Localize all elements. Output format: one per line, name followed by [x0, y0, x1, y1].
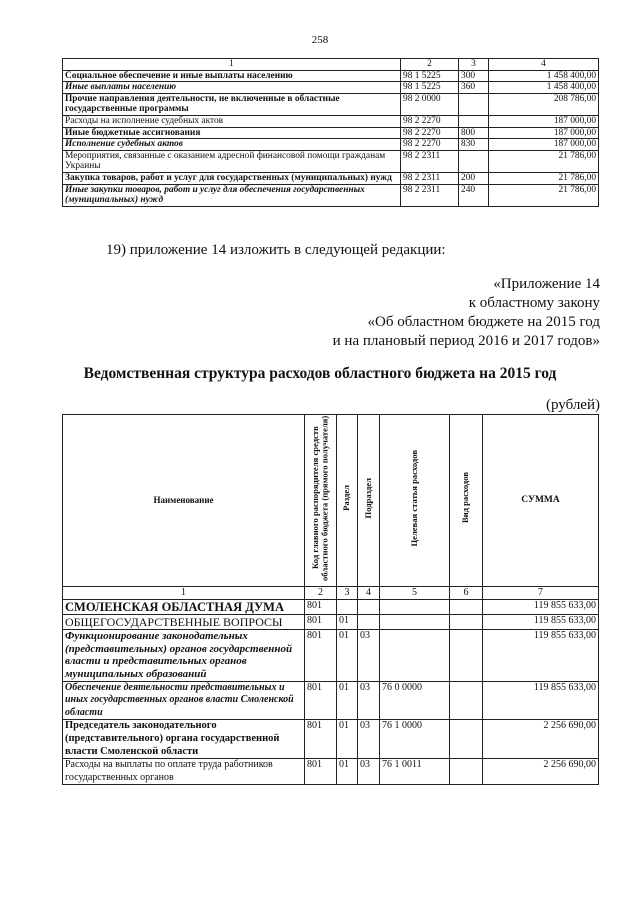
table-row — [63, 150, 599, 172]
row-target: 76 0 0000 — [380, 681, 450, 720]
row-sum: 1 458 400,00 — [489, 70, 599, 82]
appendix-line-2: к областному закону — [468, 295, 600, 311]
header-kind-text: Вид расходов — [460, 472, 471, 524]
table-row — [63, 184, 599, 206]
row-kind — [459, 150, 489, 172]
table-row — [63, 759, 599, 785]
column-numbers-row — [63, 586, 599, 600]
row-code: 98 2 2270 — [401, 115, 459, 127]
row-kind — [459, 115, 489, 127]
row-name: Закупка товаров, работ и услуг для государственных (муниципальных) нужд — [63, 172, 401, 184]
row-name: Председатель законодательного (представительного) органа государственной власти Смоленской области — [63, 720, 305, 759]
table-row — [63, 615, 599, 630]
row-kind — [450, 720, 483, 759]
appendix-line-1: «Приложение 14 — [493, 276, 600, 292]
row-code: 98 1 5225 — [401, 70, 459, 82]
amendment-item-text: 19) приложение 14 изложить в следующей редакции: — [106, 242, 446, 258]
row-section: 01 — [337, 615, 358, 630]
row-name: Прочие направления деятельности, не включенные в областные государственные программы — [63, 93, 401, 115]
table-row — [63, 93, 599, 115]
row-target: 76 1 0011 — [380, 759, 450, 785]
appendix-line-4: и на плановый период 2016 и 2017 годов» — [332, 333, 600, 349]
header-cell: 1 — [63, 59, 401, 71]
row-name: СМОЛЕНСКАЯ ОБЛАСТНАЯ ДУМА — [63, 600, 305, 615]
row-kind — [450, 600, 483, 615]
row-sum: 119 855 633,00 — [483, 681, 599, 720]
units-label: (рублей) — [545, 397, 600, 413]
table-row — [63, 82, 599, 94]
row-code: 98 2 2270 — [401, 127, 459, 139]
table-row — [63, 70, 599, 82]
header-subsection-text: Подраздел — [362, 477, 373, 519]
main-table — [62, 414, 599, 785]
table-row — [63, 172, 599, 184]
row-target — [380, 615, 450, 630]
row-sum: 119 855 633,00 — [483, 630, 599, 681]
row-name: Социальное обеспечение и иные выплаты населению — [63, 70, 401, 82]
column-number: 3 — [337, 586, 358, 600]
row-kind — [450, 630, 483, 681]
row-name: Иные закупки товаров, работ и услуг для обеспечения государственных (муниципальных) нужд — [63, 184, 401, 206]
column-number: 2 — [305, 586, 337, 600]
header-cell: 4 — [489, 59, 599, 71]
table-row — [63, 139, 599, 151]
header-code-text: Код главного распорядителя средств областного бюджета (прямого получателя) — [310, 415, 330, 581]
row-kind — [450, 615, 483, 630]
row-code: 801 — [305, 630, 337, 681]
row-sum: 1 458 400,00 — [489, 82, 599, 94]
column-number: 7 — [483, 586, 599, 600]
column-number: 5 — [380, 586, 450, 600]
row-sum: 21 786,00 — [489, 184, 599, 206]
header-name: Наименование — [63, 415, 305, 587]
column-number: 6 — [450, 586, 483, 600]
top-table — [62, 58, 599, 207]
row-section — [337, 600, 358, 615]
row-code: 801 — [305, 759, 337, 785]
row-name: Иные выплаты населению — [63, 82, 401, 94]
row-kind: 200 — [459, 172, 489, 184]
header-section — [337, 415, 358, 587]
row-code: 98 2 2311 — [401, 172, 459, 184]
header-target — [380, 415, 450, 587]
row-subsection: 03 — [358, 681, 380, 720]
header-cell: 2 — [401, 59, 459, 71]
row-name: Иные бюджетные ассигнования — [63, 127, 401, 139]
row-target — [380, 630, 450, 681]
row-code: 801 — [305, 681, 337, 720]
row-kind: 360 — [459, 82, 489, 94]
row-kind: 300 — [459, 70, 489, 82]
row-sum: 187 000,00 — [489, 139, 599, 151]
row-sum: 21 786,00 — [489, 172, 599, 184]
row-code: 801 — [305, 600, 337, 615]
row-sum: 2 256 690,00 — [483, 759, 599, 785]
row-code: 98 2 0000 — [401, 93, 459, 115]
row-sum: 119 855 633,00 — [483, 615, 599, 630]
row-code: 801 — [305, 615, 337, 630]
header-target-text: Целевая статья расходов — [408, 449, 419, 547]
row-kind: 830 — [459, 139, 489, 151]
row-section: 01 — [337, 720, 358, 759]
row-sum: 187 000,00 — [489, 115, 599, 127]
header-code — [305, 415, 337, 587]
column-number: 1 — [63, 586, 305, 600]
row-subsection: 03 — [358, 759, 380, 785]
row-code: 98 1 5225 — [401, 82, 459, 94]
row-kind — [450, 759, 483, 785]
row-code: 98 2 2270 — [401, 139, 459, 151]
row-sum: 2 256 690,00 — [483, 720, 599, 759]
row-section: 01 — [337, 630, 358, 681]
row-sum: 119 855 633,00 — [483, 600, 599, 615]
row-sum: 187 000,00 — [489, 127, 599, 139]
table-row — [63, 720, 599, 759]
row-code: 98 2 2311 — [401, 150, 459, 172]
row-name: Исполнение судебных актов — [63, 139, 401, 151]
row-kind: 800 — [459, 127, 489, 139]
row-name: Функционирование законодательных (представительных) органов государственной власти и представительных органов муниципальных образований — [63, 630, 305, 681]
row-kind — [459, 93, 489, 115]
column-number: 4 — [358, 586, 380, 600]
row-target — [380, 600, 450, 615]
document-title: Ведомственная структура расходов областного бюджета на 2015 год — [83, 365, 557, 382]
header-subsection — [358, 415, 380, 587]
row-subsection — [358, 600, 380, 615]
table-row — [63, 600, 599, 615]
row-name: Обеспечение деятельности представительных и иных государственных органов власти Смоленской области — [63, 681, 305, 720]
table-row — [63, 681, 599, 720]
page-number: 258 — [311, 34, 329, 46]
row-name: ОБЩЕГОСУДАРСТВЕННЫЕ ВОПРОСЫ — [63, 615, 305, 630]
top-table-header — [63, 59, 599, 71]
main-table-header — [63, 415, 599, 587]
table-row — [63, 115, 599, 127]
header-kind — [450, 415, 483, 587]
row-kind: 240 — [459, 184, 489, 206]
table-row — [63, 630, 599, 681]
row-section: 01 — [337, 681, 358, 720]
table-row — [63, 127, 599, 139]
row-target: 76 1 0000 — [380, 720, 450, 759]
row-code: 98 2 2311 — [401, 184, 459, 206]
row-name: Расходы на выплаты по оплате труда работников государственных органов — [63, 759, 305, 785]
row-sum: 208 786,00 — [489, 93, 599, 115]
row-subsection: 03 — [358, 720, 380, 759]
header-sum: СУММА — [483, 415, 599, 587]
row-name: Мероприятия, связанные с оказанием адресной финансовой помощи гражданам Украины — [63, 150, 401, 172]
appendix-line-3: «Об областном бюджете на 2015 год — [367, 314, 600, 330]
row-subsection: 03 — [358, 630, 380, 681]
header-section-text: Раздел — [341, 485, 352, 511]
row-subsection — [358, 615, 380, 630]
row-sum: 21 786,00 — [489, 150, 599, 172]
row-section: 01 — [337, 759, 358, 785]
row-name: Расходы на исполнение судебных актов — [63, 115, 401, 127]
header-cell: 3 — [459, 59, 489, 71]
row-code: 801 — [305, 720, 337, 759]
row-kind — [450, 681, 483, 720]
